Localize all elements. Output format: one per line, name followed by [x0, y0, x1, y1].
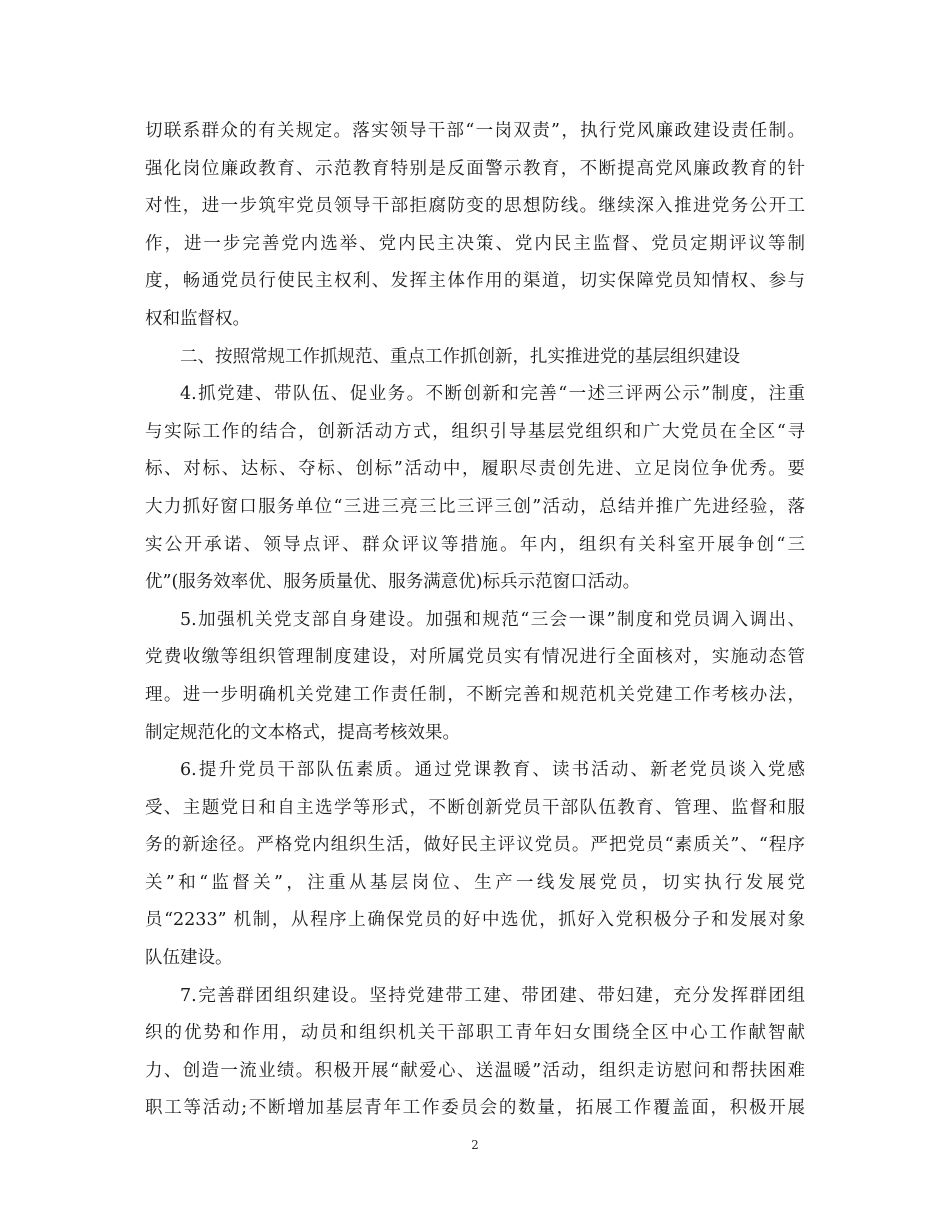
text-line: 职工等活动;不断增加基层青年工作委员会的数量，拓展工作覆盖面，积极开展 — [145, 1098, 805, 1119]
page-number: 2 — [471, 1138, 479, 1152]
text-line: 关”和“监督关”，注重从基层岗位、生产一线发展党员，切实执行发展党 — [145, 872, 805, 893]
text-line: 二、按照常规工作抓规范、重点工作抓创新，扎实推进党的基层组织建设 — [180, 346, 740, 367]
text-line: 员“2233” 机制，从程序上确保党员的好中选优，抓好入党积极分子和发展对象 — [145, 910, 805, 931]
text-line: 标、对标、达标、夺标、创标”活动中，履职尽责创先进、立足岗位争优秀。要 — [145, 459, 805, 480]
text-line: 4.抓党建、带队伍、促业务。不断创新和完善“一述三评两公示”制度，注重 — [180, 384, 805, 405]
text-line: 强化岗位廉政教育、示范教育特别是反面警示教育，不断提高党风廉政教育的针 — [145, 158, 805, 179]
text-line: 制定规范化的文本格式，提高考核效果。 — [145, 722, 460, 743]
text-line: 6.提升党员干部队伍素质。通过党课教育、读书活动、新老党员谈入党感 — [180, 760, 805, 781]
text-line: 作，进一步完善党内选举、党内民主决策、党内民主监督、党员定期评议等制 — [145, 233, 805, 254]
text-line: 受、主题党日和自主选学等形式，不断创新党员干部队伍教育、管理、监督和服 — [145, 797, 805, 818]
text-line: 大力抓好窗口服务单位“三进三亮三比三评三创”活动，总结并推广先进经验，落 — [145, 496, 805, 517]
text-line: 务的新途径。严格党内组织生活，做好民主评议党员。严把党员“素质关”、“程序 — [145, 835, 805, 856]
text-line: 7.完善群团组织建设。坚持党建带工建、带团建、带妇建，充分发挥群团组 — [180, 985, 805, 1006]
text-line: 对性，进一步筑牢党员领导干部拒腐防变的思想防线。继续深入推进党务公开工 — [145, 196, 805, 217]
document-body — [145, 113, 805, 1128]
text-line: 切联系群众的有关规定。落实领导干部“一岗双责”，执行党风廉政建设责任制。 — [145, 121, 805, 141]
text-line: 党费收缴等组织管理制度建设，对所属党员实有情况进行全面核对，实施动态管 — [145, 647, 805, 668]
text-line: 5.加强机关党支部自身建设。加强和规范“三会一课”制度和党员调入调出、 — [180, 609, 805, 630]
text-line: 理。进一步明确机关党建工作责任制，不断完善和规范机关党建工作考核办法， — [145, 684, 805, 705]
text-line: 队伍建设。 — [145, 948, 233, 969]
text-line: 优”(服务效率优、服务质量优、服务满意优)标兵示范窗口活动。 — [145, 572, 641, 593]
text-line: 与实际工作的结合，创新活动方式，组织引导基层党组织和广大党员在全区“寻 — [145, 421, 805, 442]
text-line: 权和监督权。 — [145, 308, 250, 329]
text-line: 实公开承诺、领导点评、群众评议等措施。年内，组织有关科室开展争创“三 — [145, 534, 805, 555]
text-line: 度，畅通党员行使民主权利、发挥主体作用的渠道，切实保障党员知情权、参与 — [145, 271, 805, 292]
text-line: 力、创造一流业绩。积极开展“献爱心、送温暖”活动，组织走访慰问和帮扶困难 — [145, 1060, 805, 1081]
text-line: 织的优势和作用，动员和组织机关干部职工青年妇女围绕全区中心工作献智献 — [145, 1023, 805, 1044]
